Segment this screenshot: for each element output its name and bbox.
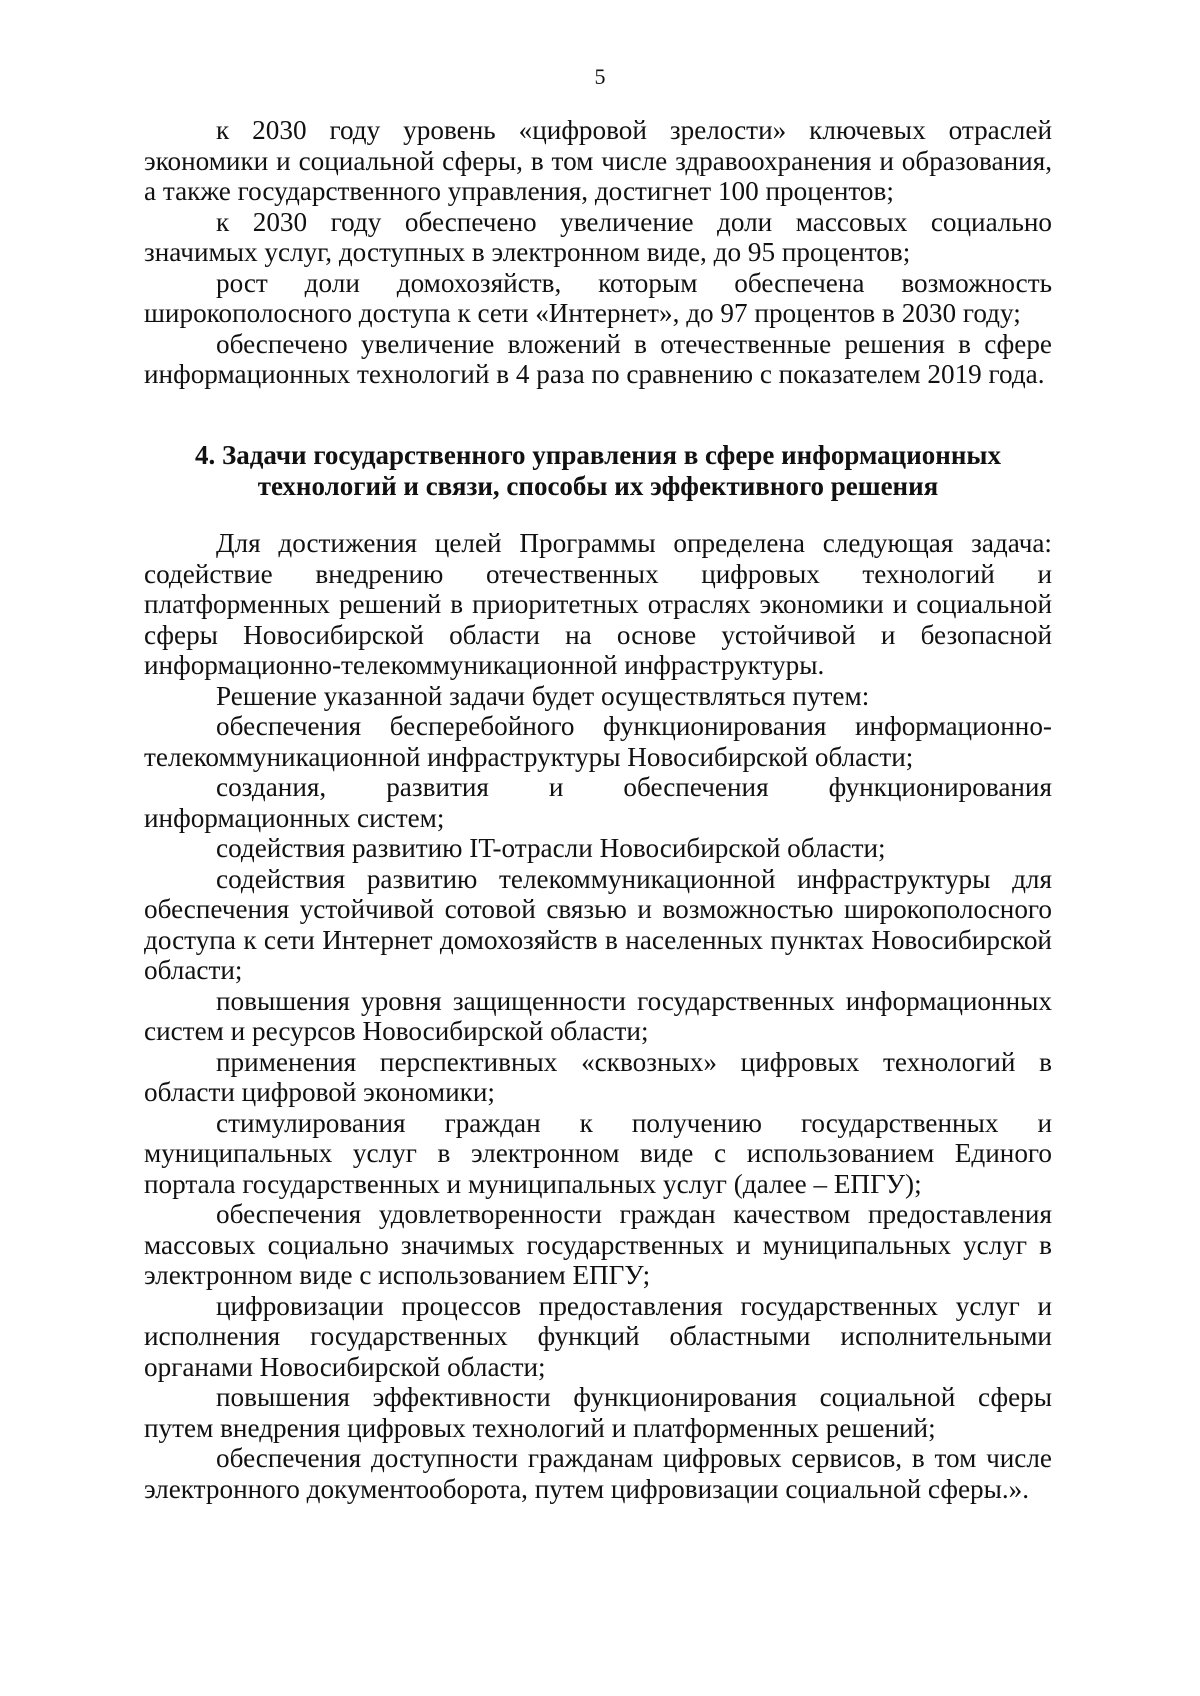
paragraph: Для достижения целей Программы определена следующая задача: содействие внедрению отечественных цифровых технологий и платформенных решений в приоритетных отраслях экономики и социальной сферы Новосибирской области на основе устойчивой и безопасной информационно-телекоммуникационной инфраструктуры.	[144, 528, 1052, 680]
main-text-block	[144, 528, 1052, 1504]
paragraph: к 2030 году уровень «цифровой зрелости» ключевых отраслей экономики и социальной сферы, в том числе здравоохранения и образования, а также государственного управления, достигнет 100 процентов;	[144, 115, 1052, 206]
list-item: повышения эффективности функционирования социальной сферы путем внедрения цифровых технологий и платформенных решений;	[144, 1382, 1052, 1443]
paragraph: к 2030 году обеспечено увеличение доли массовых социально значимых услуг, доступных в электронном виде, до 95 процентов;	[144, 206, 1052, 267]
section-heading	[144, 440, 1052, 502]
list-item: создания, развития и обеспечения функционирования информационных систем;	[144, 772, 1052, 833]
list-item: содействия развитию IT-отрасли Новосибирской области;	[216, 833, 886, 863]
list-item: обеспечения бесперебойного функционирования информационно-телекоммуникационной инфраструктуры Новосибирской области;	[144, 711, 1052, 772]
paragraph: Решение указанной задачи будет осуществляться путем:	[216, 680, 870, 711]
list-item: содействия развитию телекоммуникационной инфраструктуры для обеспечения устойчивой сотовой связью и возможностью широкополосного доступа к сети Интернет домохозяйств в населенных пунктах Новосибирской области;	[144, 863, 1052, 985]
list-item: стимулирования граждан к получению государственных и муниципальных услуг в электронном виде с использованием Единого портала государственных и муниципальных услуг (далее – ЕПГУ);	[144, 1107, 1052, 1199]
paragraph: рост доли домохозяйств, которым обеспечена возможность широкополосного доступа к сети «Интернет», до 97 процентов в 2030 году;	[144, 267, 1052, 328]
paragraph: обеспечено увеличение вложений в отечественные решения в сфере информационных технологий в 4 раза по сравнению с показателем 2019 года.	[144, 328, 1052, 389]
section-heading-line-2: технологий и связи, способы их эффективного решения	[257, 471, 939, 501]
top-text-block	[144, 115, 1052, 390]
list-item: обеспечения удовлетворенности граждан качеством предоставления массовых социально значимых государственных и муниципальных услуг в электронном виде с использованием ЕПГУ;	[144, 1199, 1052, 1290]
section-heading-line-1: 4. Задачи государственного управления в сфере информационных	[194, 440, 1001, 470]
list-item: обеспечения доступности гражданам цифровых сервисов, в том числе электронного документооборота, путем цифровизации социальной сферы.».	[144, 1443, 1052, 1504]
list-item: применения перспективных «сквозных» цифровых технологий в области цифровой экономики;	[144, 1046, 1052, 1107]
list-item: цифровизации процессов предоставления государственных услуг и исполнения государственных функций областными исполнительными органами Новосибирской области;	[144, 1290, 1052, 1382]
list-item: повышения уровня защищенности государственных информационных систем и ресурсов Новосибирской области;	[144, 985, 1052, 1046]
page-number: 5	[594, 64, 606, 89]
